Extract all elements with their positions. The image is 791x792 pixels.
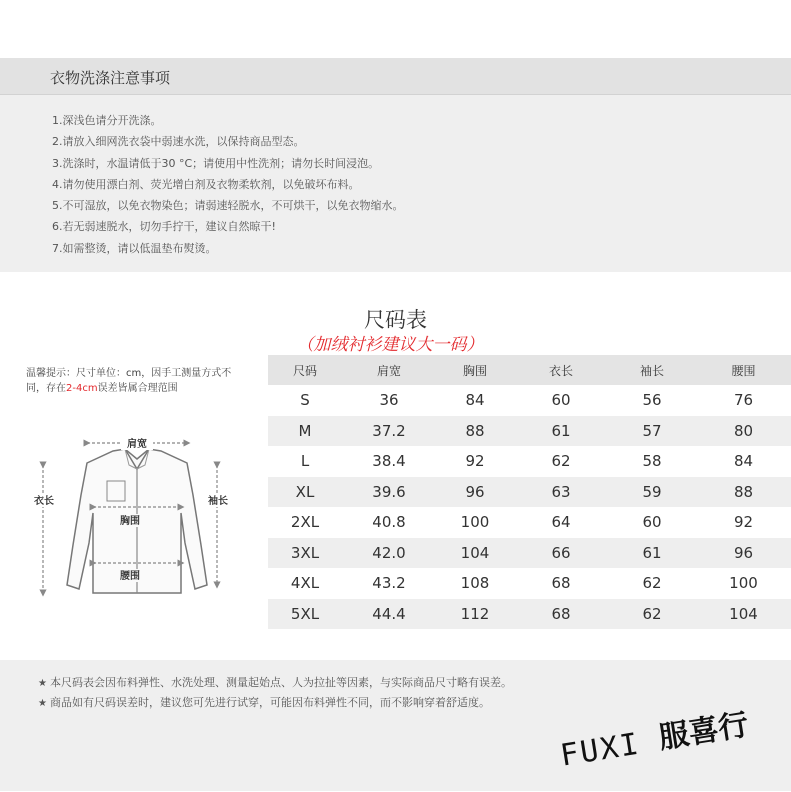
- size-cell: XL: [295, 482, 315, 501]
- size-cell: L: [300, 452, 310, 471]
- waist-cell: 84: [733, 452, 754, 471]
- size-cell: 4XL: [290, 574, 320, 593]
- size-cell: M: [298, 421, 312, 440]
- brand-chinese: 服喜行: [656, 707, 751, 757]
- table-row: [268, 477, 791, 508]
- table-row: [268, 599, 791, 630]
- shoulder-cell: 36: [379, 391, 399, 410]
- sleeve-cell: 58: [642, 452, 662, 471]
- care-item: 3.洗涤时，水温请低于30 °C；请使用中性洗剂；请勿长时间浸泡。: [52, 156, 380, 170]
- care-item: 7.如需整烫，请以低温垫布熨烫。: [52, 241, 217, 255]
- chest-cell: 112: [460, 604, 490, 623]
- length-cell: 66: [551, 543, 571, 562]
- measurement-tip: [26, 366, 246, 396]
- sleeve-cell: 56: [642, 391, 662, 410]
- shoulder-cell: 43.2: [372, 574, 406, 593]
- sleeve-cell: 62: [642, 574, 662, 593]
- sleeve-cell: 61: [642, 543, 662, 562]
- shoulder-cell: 40.8: [372, 513, 406, 532]
- chest-label: 胸围: [120, 516, 140, 527]
- size-cell: 2XL: [290, 513, 320, 532]
- care-item: 5.不可湿放，以免衣物染色；请弱速轻脱水，不可烘干，以免衣物缩水。: [52, 199, 404, 213]
- length-cell: 61: [551, 421, 571, 440]
- size-chart-title: 尺码表: [364, 308, 427, 332]
- sleeve-cell: 60: [642, 513, 662, 532]
- care-item: 1.深浅色请分开洗涤。: [52, 114, 162, 127]
- length-cell: 68: [551, 574, 571, 593]
- header-cell: 衣长: [548, 363, 573, 378]
- table-row: [268, 416, 791, 447]
- chest-cell: 88: [465, 421, 485, 440]
- care-item: 6.若无弱速脱水，切勿手拧干，建议自然晾干!: [52, 220, 276, 234]
- sleeve-cell: 57: [642, 421, 662, 440]
- sleeve-cell: 59: [642, 482, 662, 501]
- note-line: [38, 694, 490, 710]
- waist-cell: 96: [733, 543, 754, 562]
- header-cell: 腰围: [731, 363, 756, 378]
- shoulder-cell: 38.4: [372, 452, 406, 471]
- header-cell: 尺码: [292, 363, 317, 378]
- care-list: [52, 110, 404, 259]
- length-cell: 62: [551, 452, 571, 471]
- table-row: [268, 507, 791, 538]
- size-cell: S: [300, 391, 310, 410]
- waist-cell: 80: [733, 421, 754, 440]
- shoulder-cell: 37.2: [372, 421, 406, 440]
- size-cell: 5XL: [290, 604, 320, 623]
- care-item: 2.请放入细网洗衣袋中弱速水洗，以保持商品型态。: [52, 135, 305, 149]
- note-line: [38, 674, 512, 690]
- tip-range: 2-4cm: [66, 383, 98, 394]
- care-section: [0, 58, 791, 272]
- chest-cell: 108: [460, 574, 490, 593]
- length-cell: 64: [551, 513, 571, 532]
- size-cell: 3XL: [290, 543, 320, 562]
- length-label: 衣长: [34, 496, 54, 507]
- table-row: [268, 446, 791, 477]
- length-cell: 68: [551, 604, 571, 623]
- star-icon: ★: [38, 698, 47, 709]
- waist-cell: 92: [733, 513, 754, 532]
- shoulder-label: 肩宽: [127, 439, 147, 450]
- care-item: 4.请勿使用漂白剂、荧光增白剂及衣物柔软剂，以免破坏布料。: [52, 177, 360, 191]
- sleeve-label: 袖长: [208, 496, 228, 507]
- star-icon: ★: [38, 678, 47, 689]
- chest-cell: 84: [465, 391, 485, 410]
- shoulder-cell: 44.4: [372, 604, 406, 623]
- waist-cell: 76: [733, 391, 754, 410]
- header-cell: 袖长: [639, 363, 664, 378]
- table-row: [268, 385, 791, 416]
- shirt-illustration: [25, 425, 250, 610]
- care-header: [0, 58, 791, 95]
- length-cell: 60: [551, 391, 571, 410]
- waist-label: 腰围: [120, 571, 140, 582]
- table-header: [268, 355, 791, 385]
- length-cell: 63: [551, 482, 571, 501]
- waist-cell: 88: [733, 482, 754, 501]
- care-title: 衣物洗涤注意事项: [50, 69, 171, 87]
- chest-cell: 92: [465, 452, 485, 471]
- size-table: [268, 355, 791, 629]
- sleeve-cell: 62: [642, 604, 662, 623]
- shoulder-cell: 39.6: [372, 482, 406, 501]
- note-text: 本尺码表会因布料弹性、水洗处理、测量起始点、人为拉扯等因素，与实际商品尺寸略有误差。: [49, 676, 512, 689]
- header-cell: 胸围: [462, 363, 487, 378]
- shirt-diagram: [25, 425, 250, 610]
- table-row: [268, 568, 791, 599]
- size-chart-subtitle: （加绒衬衫建议大一码）: [296, 335, 484, 355]
- header-cell: 肩宽: [376, 363, 401, 378]
- tip-suffix: 误差皆属合理范围: [97, 383, 178, 394]
- brand-latin: FUXI: [558, 726, 643, 774]
- table-row: [268, 538, 791, 569]
- chest-cell: 100: [460, 513, 490, 532]
- waist-cell: 100: [729, 574, 758, 593]
- shoulder-cell: 42.0: [372, 543, 406, 562]
- chest-cell: 96: [465, 482, 485, 501]
- note-text: 商品如有尺码误差时，建议您可先进行试穿，可能因布料弹性不同，而不影响穿着舒适度。: [49, 696, 490, 709]
- tip-text: 温馨提示：尺寸单位：cm，因手工测量方式不同，存在: [26, 368, 232, 394]
- waist-cell: 104: [729, 604, 758, 623]
- chest-cell: 104: [460, 543, 490, 562]
